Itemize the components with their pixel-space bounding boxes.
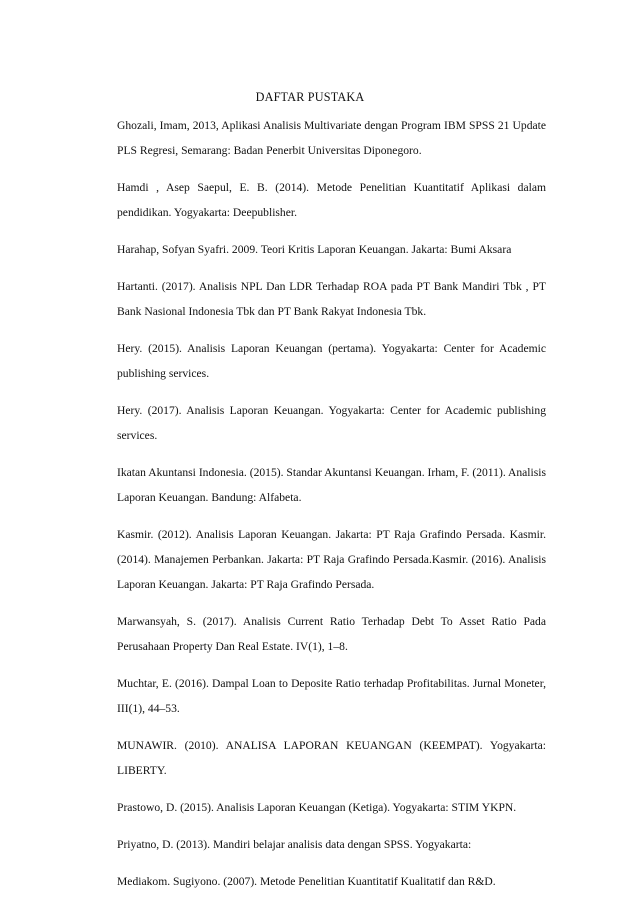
reference-entry: Priyatno, D. (2013). Mandiri belajar analisis data dengan SPSS. Yogyakarta: (117, 838, 472, 851)
reference-entry: Ikatan Akuntansi Indonesia. (2015). Standar Akuntansi Keuangan. Irham, F. (2011). Analisis Laporan Keuangan. Bandung: Alfabeta. (117, 466, 546, 504)
reference-entry: Hery. (2015). Analisis Laporan Keuangan (pertama). Yogyakarta: Center for Academic publishing services. (117, 342, 546, 380)
reference-entry: Muchtar, E. (2016). Dampal Loan to Deposite Ratio terhadap Profitabilitas. Jurnal Moneter, III(1), 44–53. (117, 677, 546, 715)
reference-entry: Marwansyah, S. (2017). Analisis Current Ratio Terhadap Debt To Asset Ratio Pada Perusahaan Property Dan Real Estate. IV(1), 1–8. (117, 615, 546, 653)
reference-entry: Kasmir. (2012). Analisis Laporan Keuangan. Jakarta: PT Raja Grafindo Persada. Kasmir. (2014). Manajemen Perbankan. Jakarta: PT Raja Grafindo Persada.Kasmir. (2016). Analisis Laporan Keuangan. Jakarta: PT Raja Grafindo Persada. (117, 528, 546, 591)
reference-entry: Prastowo, D. (2015). Analisis Laporan Keuangan (Ketiga). Yogyakarta: STIM YKPN. (117, 801, 517, 814)
reference-list (117, 113, 546, 906)
reference-entry: Mediakom. Sugiyono. (2007). Metode Penelitian Kuantitatif Kualitatif dan R&D. (117, 875, 496, 888)
reference-entry: Hartanti. (2017). Analisis NPL Dan LDR Terhadap ROA pada PT Bank Mandiri Tbk , PT Bank Nasional Indonesia Tbk dan PT Bank Rakyat Indonesia Tbk. (117, 280, 546, 318)
reference-entry: MUNAWIR. (2010). ANALISA LAPORAN KEUANGAN (KEEMPAT). Yogyakarta: LIBERTY. (117, 739, 546, 777)
reference-entry: Harahap, Sofyan Syafri. 2009. Teori Kritis Laporan Keuangan. Jakarta: Bumi Aksara (117, 243, 512, 256)
reference-entry: Hamdi , Asep Saepul, E. B. (2014). Metode Penelitian Kuantitatif Aplikasi dalam pendidikan. Yogyakarta: Deepublisher. (117, 181, 546, 219)
reference-entry: Ghozali, Imam, 2013, Aplikasi Analisis Multivariate dengan Program IBM SPSS 21 Update PLS Regresi, Semarang: Badan Penerbit Universitas Diponegoro. (117, 119, 546, 157)
reference-entry: Hery. (2017). Analisis Laporan Keuangan. Yogyakarta: Center for Academic publishing services. (117, 404, 546, 442)
page-title: DAFTAR PUSTAKA (255, 90, 365, 104)
